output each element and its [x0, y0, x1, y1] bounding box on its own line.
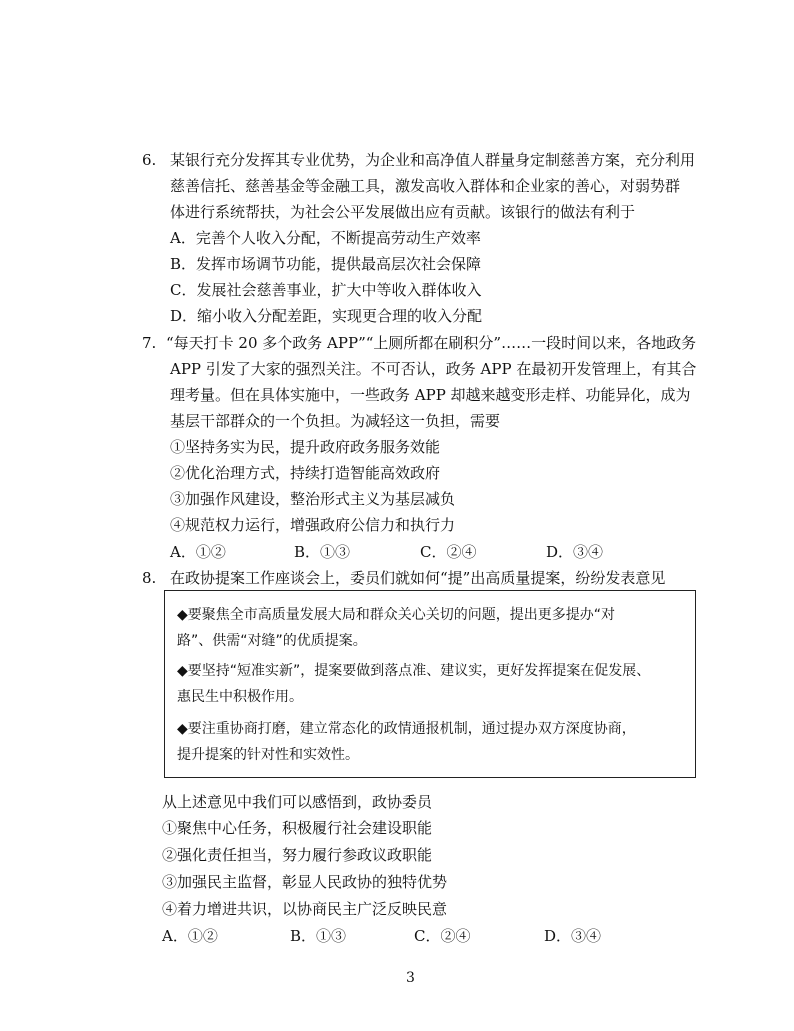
- question-8-statement-2: ②强化责任担当，努力履行参政议政职能: [162, 846, 433, 864]
- question-8-choice-c: C．②④: [414, 927, 471, 945]
- question-7-statement-4: ④规范权力运行，增强政府公信力和执行力: [170, 516, 456, 534]
- question-7-stem-line-1: “每天打卡 20 多个政务 APP”“上厕所都在刷积分”……一段时间以来，各地政务: [166, 334, 697, 352]
- opinion-2-line-2: 惠民生中积极作用。: [177, 689, 303, 705]
- question-7-statement-1: ①坚持务实为民，提升政府政务服务效能: [170, 438, 441, 456]
- question-7-choice-c: C．②④: [420, 543, 477, 561]
- question-6-stem-line-3: 体进行系统帮扶，为社会公平发展做出应有贡献。该银行的做法有利于: [170, 203, 636, 221]
- question-6-option-b: B．发挥市场调节功能，提供最高层次社会保障: [170, 255, 482, 273]
- question-8-choice-d: D．③④: [544, 927, 602, 945]
- question-7-statement-3: ③加强作风建设，整治形式主义为基层减负: [170, 490, 456, 508]
- question-6-number: 6.: [142, 151, 157, 169]
- page-number: 3: [406, 970, 415, 986]
- question-8-stem-line-1: 在政协提案工作座谈会上，委员们就如何“提”出高质量提案，纷纷发表意见: [170, 569, 666, 587]
- opinion-3-line-2: 提升提案的针对性和实效性。: [177, 747, 359, 763]
- question-7-choice-b: B．①③: [294, 543, 351, 561]
- opinion-3-line-1: ◆要注重协商打磨，建立常态化的政情通报机制，通过提办双方深度协商，: [177, 721, 636, 737]
- opinion-1-line-1: ◆要聚焦全市高质量发展大局和群众关心关切的问题，提出更多提办“对: [177, 607, 616, 623]
- question-7-stem-line-4: 基层干部群众的一个负担。为减轻这一负担，需要: [170, 412, 501, 430]
- question-6-stem-line-1: 某银行充分发挥其专业优势，为企业和高净值人群量身定制慈善方案，充分利用: [170, 151, 696, 169]
- question-7-choice-d: D．③④: [546, 543, 604, 561]
- question-8-statement-4: ④着力增进共识，以协商民主广泛反映民意: [162, 900, 448, 918]
- question-6-option-c: C．发展社会慈善事业，扩大中等收入群体收入: [170, 281, 482, 299]
- question-7-stem-line-2: APP 引发了大家的强烈关注。不可否认，政务 APP 在最初开发管理上，有其合: [170, 360, 697, 378]
- question-8-number: 8.: [142, 569, 157, 587]
- question-8-choice-a: A．①②: [162, 927, 218, 945]
- opinion-2-line-1: ◆要坚持“短准实新”，提案要做到落点准、建议实，更好发挥提案在促发展、: [177, 663, 651, 679]
- question-7-number: 7.: [142, 334, 157, 352]
- question-6-stem-line-2: 慈善信托、慈善基金等金融工具，激发高收入群体和企业家的善心，对弱势群: [170, 177, 681, 195]
- question-7-stem-line-3: 理考量。但在具体实施中，一些政务 APP 却越来越变形走样、功能异化，成为: [170, 386, 691, 404]
- opinion-1-line-2: 路”、供需“对缝”的优质提案。: [177, 633, 367, 649]
- question-6-option-a: A．完善个人收入分配，不断提高劳动生产效率: [170, 229, 481, 247]
- question-7-choice-a: A．①②: [170, 543, 226, 561]
- question-7-statement-2: ②优化治理方式，持续打造智能高效政府: [170, 464, 441, 482]
- question-8-lead: 从上述意见中我们可以感悟到，政协委员: [162, 793, 433, 811]
- question-8-statement-1: ①聚焦中心任务，积极履行社会建设职能: [162, 819, 433, 837]
- question-8-choice-b: B．①③: [290, 927, 347, 945]
- question-6-option-d: D．缩小收入分配差距，实现更合理的收入分配: [170, 307, 483, 325]
- question-8-statement-3: ③加强民主监督，彰显人民政协的独特优势: [162, 873, 448, 891]
- opinions-box: [164, 590, 696, 778]
